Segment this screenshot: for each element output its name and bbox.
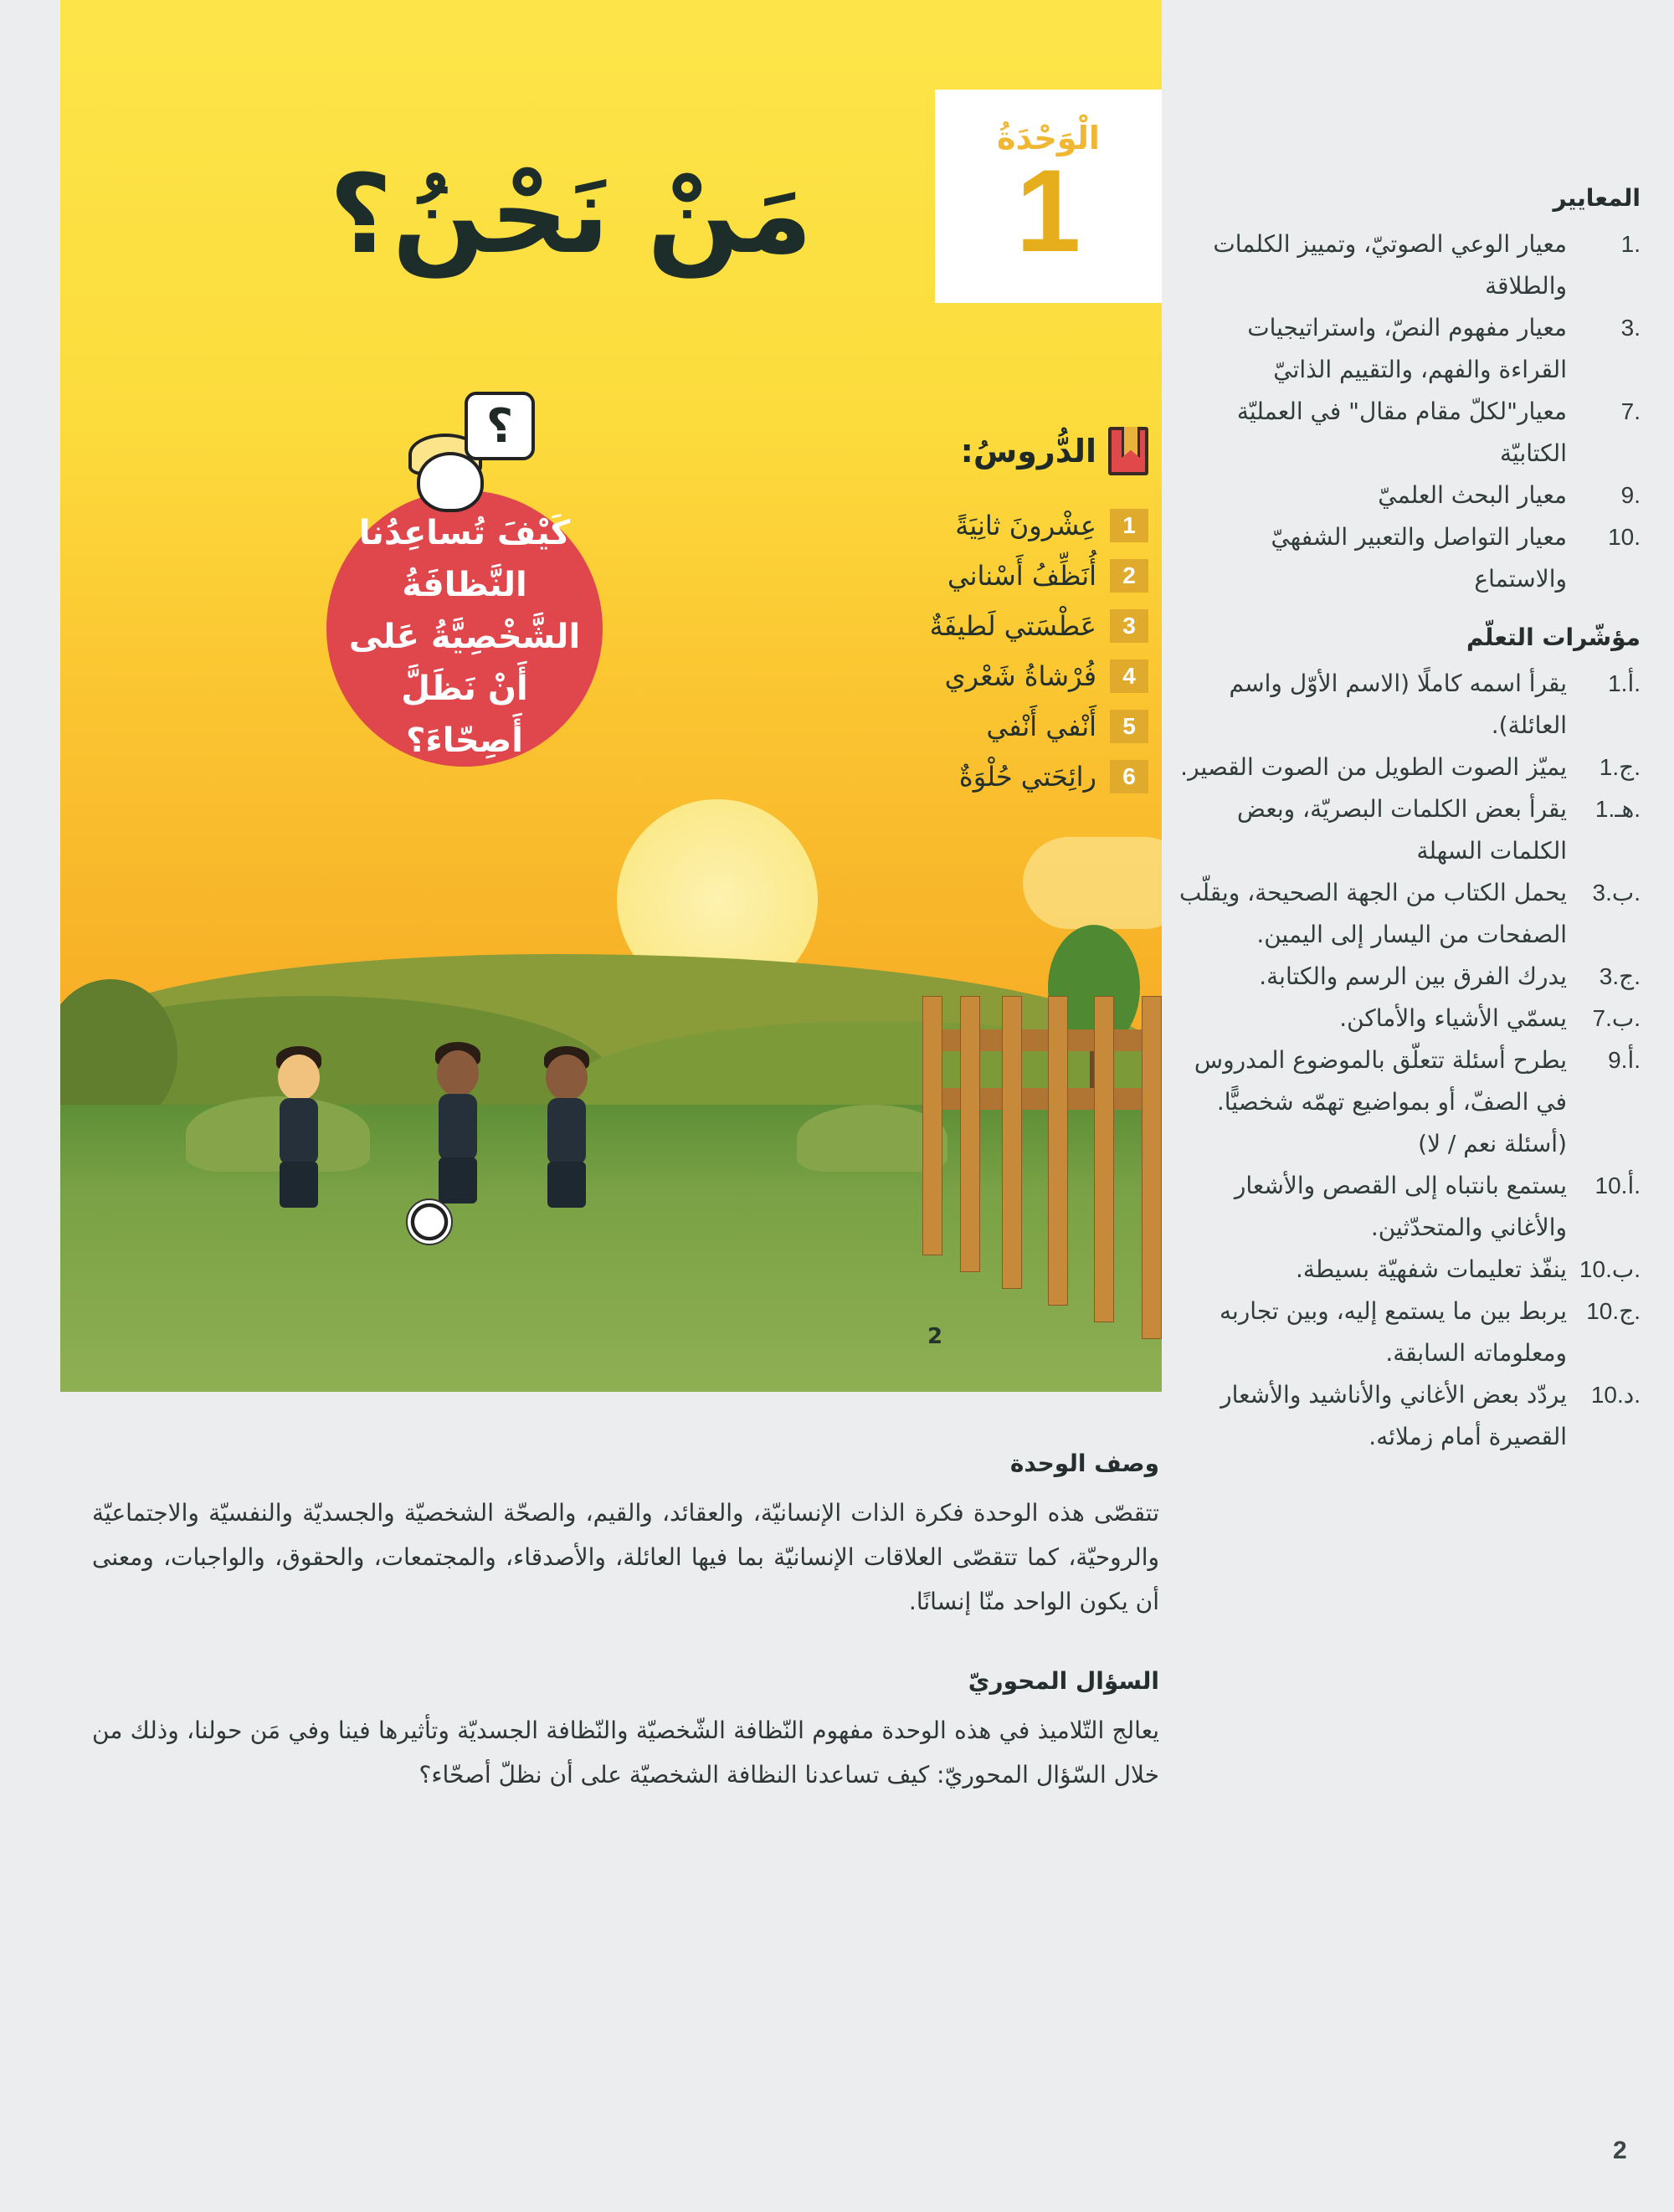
standard-number: 10. <box>1608 524 1641 550</box>
standard-item <box>1172 391 1641 475</box>
lesson-number-badge: 2 <box>1110 559 1148 593</box>
indicator-item <box>1172 1374 1641 1458</box>
standard-number: 3. <box>1620 315 1641 341</box>
child-avatar-icon <box>417 452 484 512</box>
indicator-item <box>1172 872 1641 956</box>
unit-description-heading: وصف الوحدة <box>1009 1450 1159 1477</box>
bookmark-book-icon <box>1108 427 1148 475</box>
lesson-title: عَطْسَتي لَطيفَةٌ <box>929 610 1096 642</box>
indicator-text: يقرأ اسمه كاملًا (الاسم الأوّل واسم العائلة). <box>1229 670 1567 739</box>
indicator-text: يربط بين ما يستمع إليه، وبين تجاربه ومعلوماته السابقة. <box>1219 1297 1567 1367</box>
indicator-text: يسمّي الأشياء والأماكن. <box>1339 1004 1567 1032</box>
cloud-illustration <box>1023 837 1162 929</box>
indicator-code: 10.أ. <box>1594 1173 1641 1198</box>
indicator-code: 10.د. <box>1590 1382 1641 1408</box>
unit-description-section <box>92 1450 1159 1797</box>
indicator-item <box>1172 1291 1641 1374</box>
indicator-item <box>1172 663 1641 747</box>
lesson-number-badge: 3 <box>1110 609 1148 643</box>
lesson-title: عِشْرونَ ثانِيَةً <box>955 510 1096 541</box>
indicator-code: 3.ب. <box>1592 880 1641 906</box>
indicator-item <box>1172 998 1641 1039</box>
central-question-body: يعالج التّلاميذ في هذه الوحدة مفهوم النّظافة الشّخصيّة والنّظافة الجسديّة وتأثيرها فينا وفي مَن حولنا، وذلك من خلال السّؤال المحوريّ: كيف تساعدنا النظافة الشخصيّة على أن نظلّ أصحّاء؟ <box>92 1717 1159 1789</box>
indicator-text: يدرك الفرق بين الرسم والكتابة. <box>1259 962 1567 990</box>
indicators-heading: مؤشّرات التعلّم <box>1466 624 1641 651</box>
lessons-heading: الدُّروسُ: <box>960 433 1096 470</box>
indicator-item <box>1172 956 1641 998</box>
lesson-item <box>922 601 1148 651</box>
standards-heading: المعايير <box>1553 184 1641 212</box>
lesson-number-badge: 5 <box>1110 710 1148 743</box>
indicator-text: يميّز الصوت الطويل من الصوت القصير. <box>1180 753 1567 781</box>
standard-text: معيار الوعي الصوتيّ، وتمييز الكلمات والطلاقة <box>1213 230 1567 300</box>
indicator-code: 1.هـ. <box>1594 796 1641 822</box>
standards-column <box>1172 184 1641 1458</box>
indicator-text: يحمل الكتاب من الجهة الصحيحة، ويقلّب الصفحات من اليسار إلى اليمين. <box>1179 879 1567 948</box>
indicator-code: 10.ب. <box>1579 1256 1641 1282</box>
question-bubble-icon: ؟ <box>465 392 535 460</box>
indicator-code: 10.ج. <box>1586 1298 1641 1324</box>
lesson-number-badge: 6 <box>1110 760 1148 793</box>
lesson-item <box>922 551 1148 601</box>
lessons-header <box>922 427 1148 475</box>
standard-text: معيار البحث العلميّ <box>1378 481 1567 509</box>
lesson-title: أَنْفي أَنْفي <box>986 711 1096 742</box>
standard-item <box>1172 475 1641 516</box>
lesson-item <box>922 701 1148 752</box>
lesson-item <box>922 752 1148 802</box>
lesson-title: أُنَظِّفُ أَسْناني <box>947 560 1096 592</box>
indicator-text: يقرأ بعض الكلمات البصريّة، وبعض الكلمات السهلة <box>1237 795 1567 865</box>
indicator-text: يستمع بانتباه إلى القصص والأشعار والأغاني والمتحدّثين. <box>1234 1172 1567 1241</box>
lessons-list <box>922 427 1148 802</box>
lesson-title: رائِحَتي حُلْوَةٌ <box>958 761 1096 793</box>
indicator-code: 3.ج. <box>1599 963 1641 989</box>
indicator-code: 1.ج. <box>1599 754 1641 780</box>
unit-number: 1 <box>1015 145 1081 276</box>
unit-description-body: تتقصّى هذه الوحدة فكرة الذات الإنسانيّة، والعقائد، والقيم، والصحّة الشخصيّة والجسديّة والنفسيّة والاجتماعيّة والروحيّة، كما تتقصّى العلاقات الإنسانيّة بما فيها العائلة، والأصدقاء، والمجتمعات، والحقوق، والواجبات، ومعنى أن يكون الواحد منّا إنسانًا. <box>92 1499 1159 1615</box>
indicator-item <box>1172 1165 1641 1249</box>
central-question-section <box>92 1667 1159 1797</box>
unit-label: الْوَحْدَةُ <box>997 120 1100 157</box>
cover-page-number: 2 <box>927 1324 943 1349</box>
unit-title: مَنْ نَحْنُ؟ <box>329 151 813 278</box>
unit-number-card <box>935 90 1162 303</box>
standard-text: معيار التواصل والتعبير الشفهيّ والاستماع <box>1271 523 1567 593</box>
standard-text: معيار مفهوم النصّ، واستراتيجيات القراءة والفهم، والتقييم الذاتيّ <box>1247 314 1567 383</box>
page-number: 2 <box>1613 2137 1627 2164</box>
indicator-item <box>1172 1249 1641 1291</box>
indicator-text: يطرح أسئلة تتعلّق بالموضوع المدروس في الصفّ، أو بمواضيع تهمّه شخصيًّا. (أسئلة نعم / لا) <box>1194 1046 1567 1157</box>
lesson-item <box>922 651 1148 701</box>
lesson-item <box>922 500 1148 551</box>
lesson-number-badge: 1 <box>1110 509 1148 542</box>
indicator-code: 9.أ. <box>1608 1047 1641 1073</box>
lesson-number-badge: 4 <box>1110 659 1148 693</box>
indicator-code: 1.أ. <box>1608 670 1641 696</box>
standard-number: 9. <box>1620 482 1641 508</box>
soccer-ball-illustration <box>406 1198 453 1245</box>
standard-text: معيار"لكلّ مقام مقال" في العمليّة الكتابيّة <box>1236 398 1567 467</box>
central-question-text: كَيْفَ تُساعِدُنا النَّظافَةُ الشَّخْصِيَّةُ عَلى أَنْ نَظَلَّ أَصِحّاءَ؟ <box>348 514 581 760</box>
indicator-code: 7.ب. <box>1592 1005 1641 1031</box>
central-question-circle <box>326 490 603 767</box>
learning-indicators-section <box>1172 624 1641 1458</box>
indicator-item <box>1172 747 1641 788</box>
lesson-title: فُرْشاةُ شَعْري <box>944 660 1096 692</box>
bush-illustration <box>186 1096 370 1172</box>
indicator-item <box>1172 788 1641 872</box>
central-question-heading: السؤال المحوريّ <box>968 1667 1159 1695</box>
standard-number: 1. <box>1620 231 1641 257</box>
standard-item <box>1172 223 1641 307</box>
wooden-fence-illustration <box>922 996 1162 1356</box>
indicator-text: يردّد بعض الأغاني والأناشيد والأشعار القصيرة أمام زملائه. <box>1220 1381 1567 1450</box>
standard-number: 7. <box>1620 398 1641 424</box>
standard-item <box>1172 516 1641 600</box>
indicator-text: ينفّذ تعليمات شفهيّة بسيطة. <box>1296 1255 1567 1283</box>
standard-item <box>1172 307 1641 391</box>
indicator-item <box>1172 1039 1641 1165</box>
